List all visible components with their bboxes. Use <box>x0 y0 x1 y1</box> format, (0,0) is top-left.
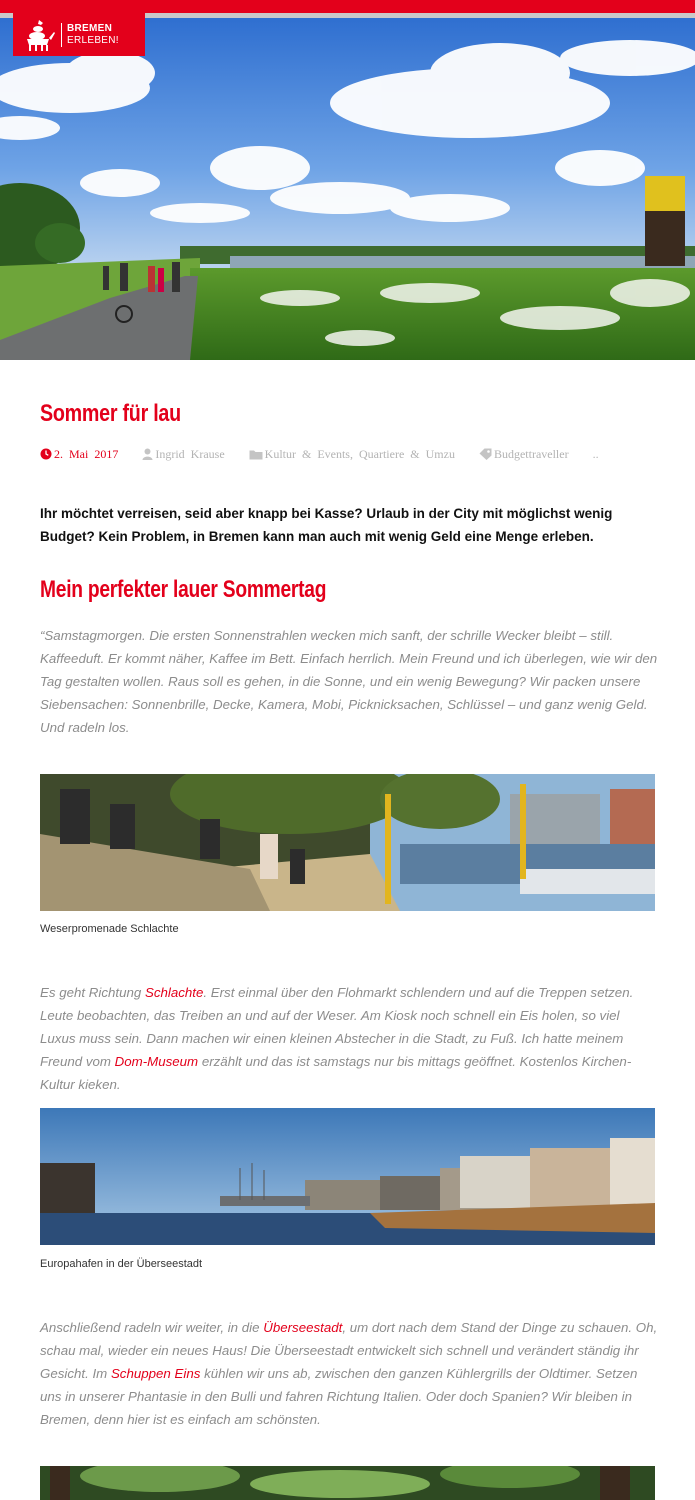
post-categories-text: Kultur & Events, Quartiere & Umzu <box>264 446 455 461</box>
link-ueberseestadt[interactable]: Überseestadt <box>263 1320 343 1335</box>
paragraph-3-text-3: kühlen wir uns ab, zwischen den ganzen Kühlergrills der Oldtimer. Setzen uns in unserer Phantasie in den Bulli und fahren Richtung Italien. Oder doch Spanien? Wir bleiben in Bremen, denn hier ist es einfach am schönsten. <box>40 1366 638 1427</box>
top-accent-bar <box>0 0 695 13</box>
post-tags-text: Budgettraveller <box>493 446 569 461</box>
post-date[interactable] <box>40 447 118 462</box>
paragraph-3 <box>40 1316 658 1431</box>
paragraph-2-text-1: Es geht Richtung <box>40 985 145 1000</box>
site-logo[interactable] <box>13 13 145 56</box>
post-tags[interactable] <box>479 447 569 462</box>
caption-1: Weserpromenade Schlachte <box>40 923 179 935</box>
post-categories[interactable] <box>249 447 455 462</box>
paragraph-1: “Samstagmorgen. Die ersten Sonnenstrahlen wecken mich sanft, der schrille Wecker bleibt – still. Kaffeeduft. Er kommt näher, Kaffee im Bett. Einfach herrlich. Mein Freund und ich überlegen, wie wir den Tag gestalten wollen. Raus soll es gehen, in die Sonne, und ein wenig Bewegung? Wir packen unsere Siebensachen: Sonnenbrille, Decke, Kamera, Mobi, Picknicksachen, Schlüssel – und ganz wenig Geld. Und radeln los. <box>40 628 658 735</box>
link-schlachte[interactable]: Schlachte <box>144 985 204 1000</box>
folder-icon <box>249 449 263 460</box>
tag-icon <box>479 448 492 460</box>
post-date-text: 2. Mai 2017 <box>54 446 119 461</box>
logo-line2: ERLEBEN! <box>67 34 119 46</box>
paragraph-3-text-2: , um dort nach dem Stand der Dinge zu schauen. Oh, schau mal, wieder ein neues Haus! Die Überseestadt entwickelt sich schnell und verändert ständig ihr Gesicht. Im <box>40 1320 658 1381</box>
link-schuppen-eins[interactable]: Schuppen Eins <box>110 1366 201 1381</box>
article-intro: Ihr möchtet verreisen, seid aber knapp bei Kasse? Urlaub in der City mit möglichst wenig Budget? Kein Problem, in Bremen kann man auch mit wenig Geld eine Menge erleben. <box>40 506 613 544</box>
post-author[interactable] <box>142 447 224 462</box>
town-musicians-logo-icon <box>19 16 57 54</box>
logo-line1: BREMEN <box>67 22 113 34</box>
photo-europahafen <box>40 1108 655 1245</box>
clock-icon <box>40 448 52 460</box>
photo-weserpromenade-schlachte <box>40 774 655 911</box>
section-heading: Mein perfekter lauer Sommertag <box>40 576 327 603</box>
post-author-text: Ingrid Krause <box>155 446 225 461</box>
user-icon <box>142 448 153 460</box>
paragraph-2 <box>40 981 658 1096</box>
meta-more: .. <box>592 446 599 461</box>
article-title: Sommer für lau <box>40 400 181 427</box>
paragraph-2-text-2: . Erst einmal über den Flohmarkt schlendern und auf die Treppen setzen. Leute beobachten, das Treiben an und auf der Weser. Am Kiosk noch schnell ein Eis holen, so viel Luxus muss sein. Dann machen wir einen kleinen Abstecher in die Stadt, zu Fuß. Ich hatte meinem Freund vom <box>40 985 634 1069</box>
photo-park <box>40 1466 655 1500</box>
paragraph-2-text-3: erzählt und das ist samstags nur bis mittags geöffnet. Kostenlos Kirchen-Kultur kieken. <box>40 1054 632 1092</box>
link-dom-museum[interactable]: Dom-Museum <box>114 1054 199 1069</box>
logo-wordmark <box>61 23 119 47</box>
caption-2: Europahafen in der Überseestadt <box>40 1258 203 1270</box>
article-meta <box>40 446 655 464</box>
hero-image-weser-riverside <box>0 18 695 360</box>
paragraph-3-text-1: Anschließend radeln wir weiter, in die <box>40 1320 264 1335</box>
